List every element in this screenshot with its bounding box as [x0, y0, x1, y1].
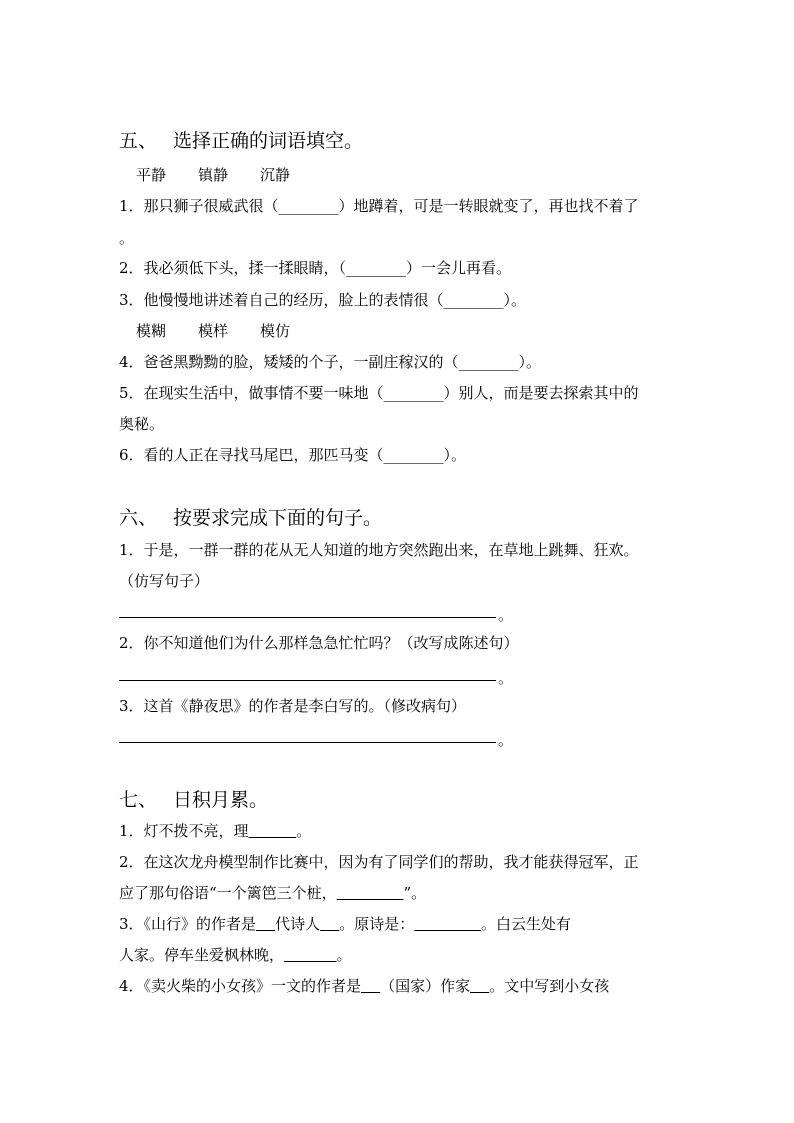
word-option: 镇静	[198, 166, 229, 184]
word-option: 沉静	[260, 166, 291, 184]
s7-q1-end: 。	[296, 822, 312, 840]
s6-question-2: 2．你不知道他们为什么那样急急忙忙吗？（改写成陈述句）	[119, 634, 519, 652]
fill-blank[interactable]	[320, 915, 339, 933]
fill-blank[interactable]	[414, 915, 481, 933]
section6-number: 六、	[119, 507, 158, 529]
end-mark: 。	[498, 669, 514, 687]
s7-question-2-continued	[119, 883, 426, 903]
end-mark: 。	[498, 606, 514, 624]
s7-q3-text-a: 3．《山行》的作者是	[119, 915, 257, 933]
section5-heading	[119, 126, 363, 153]
word-option: 模糊	[136, 322, 167, 340]
word-option: 模仿	[260, 322, 291, 340]
section5-title: 选择正确的词语填空。	[173, 130, 364, 152]
s5-question-1: 1．那只狮子很威武很（________）地蹲着，可是一转眼就变了，再也找不着了	[119, 197, 639, 215]
s5-question-2: 2．我必须低下头，揉一揉眼睛，（________）一会儿再看。	[119, 259, 512, 277]
s7-q2-text: 应了那句俗语“一个篱笆三个桩，	[119, 884, 337, 902]
s7-q4-text-b: （国家）作家	[380, 977, 471, 995]
section7-number: 七、	[119, 789, 158, 811]
answer-line-3[interactable]	[119, 742, 496, 743]
section7-heading	[119, 785, 268, 812]
s5-question-3: 3．他慢慢地讲述着自己的经历，脸上的表情很（________）。	[119, 291, 527, 309]
section5-number: 五、	[119, 130, 158, 152]
fill-blank[interactable]	[249, 822, 297, 840]
word-options-b	[136, 320, 322, 341]
answer-line-2[interactable]	[119, 680, 496, 681]
s5-question-5: 5．在现实生活中，做事情不要一味地（________）别人，而是要去探索其中的	[119, 384, 639, 402]
section6-title: 按要求完成下面的句子。	[173, 507, 383, 529]
s7-q3-text-b: 代诗人	[275, 915, 321, 933]
fill-blank[interactable]	[256, 915, 275, 933]
s5-question-5-continued: 奥秘。	[119, 415, 165, 433]
fill-blank[interactable]	[284, 946, 336, 964]
s7-question-2: 2．在这次龙舟模型制作比赛中，因为有了同学们的帮助，我才能获得冠军，正	[119, 853, 639, 871]
section6-heading	[119, 503, 382, 530]
s7-q1-text: 1．灯不拨不亮，理	[119, 822, 249, 840]
s6-question-1: 1．于是，一群一群的花从无人知道的地方突然跑出来，在草地上跳舞、狂欢。	[119, 541, 639, 559]
s7-q3-text-c: 。原诗是：	[339, 915, 415, 933]
word-option: 模样	[198, 322, 229, 340]
s7-q2-end: ”。	[403, 884, 427, 902]
s5-question-4: 4．爸爸黑黝黝的脸，矮矮的个子，一副庄稼汉的（________）。	[119, 353, 542, 371]
s5-question-6: 6．看的人正在寻找马尾巴，那匹马变（________）。	[119, 446, 467, 464]
s5-question-1-continued: 。	[119, 229, 135, 247]
fill-blank[interactable]	[337, 884, 404, 902]
s7-q4-text-a: 4．《卖火柴的小女孩》一文的作者是	[119, 977, 362, 995]
fill-blank[interactable]	[470, 977, 489, 995]
fill-blank[interactable]	[361, 977, 380, 995]
end-mark: 。	[498, 731, 514, 749]
s7-q3-line2-end: 。	[336, 946, 352, 964]
s7-q3-line2-text: 人家。停车坐爱枫林晚，	[119, 946, 285, 964]
word-option: 平静	[136, 166, 167, 184]
s7-question-4	[119, 976, 609, 996]
section7-title: 日积月累。	[173, 789, 269, 811]
word-options-a	[136, 164, 322, 185]
s7-q4-text-c: 。文中写到小女孩	[489, 977, 610, 995]
s6-question-3: 3．这首《静夜思》的作者是李白写的。（修改病句）	[119, 697, 467, 715]
s7-q3-text-d: 。白云生处有	[481, 915, 572, 933]
s7-question-3	[119, 914, 571, 934]
s7-question-3-continued	[119, 945, 351, 965]
s6-question-1-note: （仿写句子）	[119, 572, 210, 590]
s7-question-1	[119, 821, 311, 841]
answer-line-1[interactable]	[119, 617, 496, 618]
